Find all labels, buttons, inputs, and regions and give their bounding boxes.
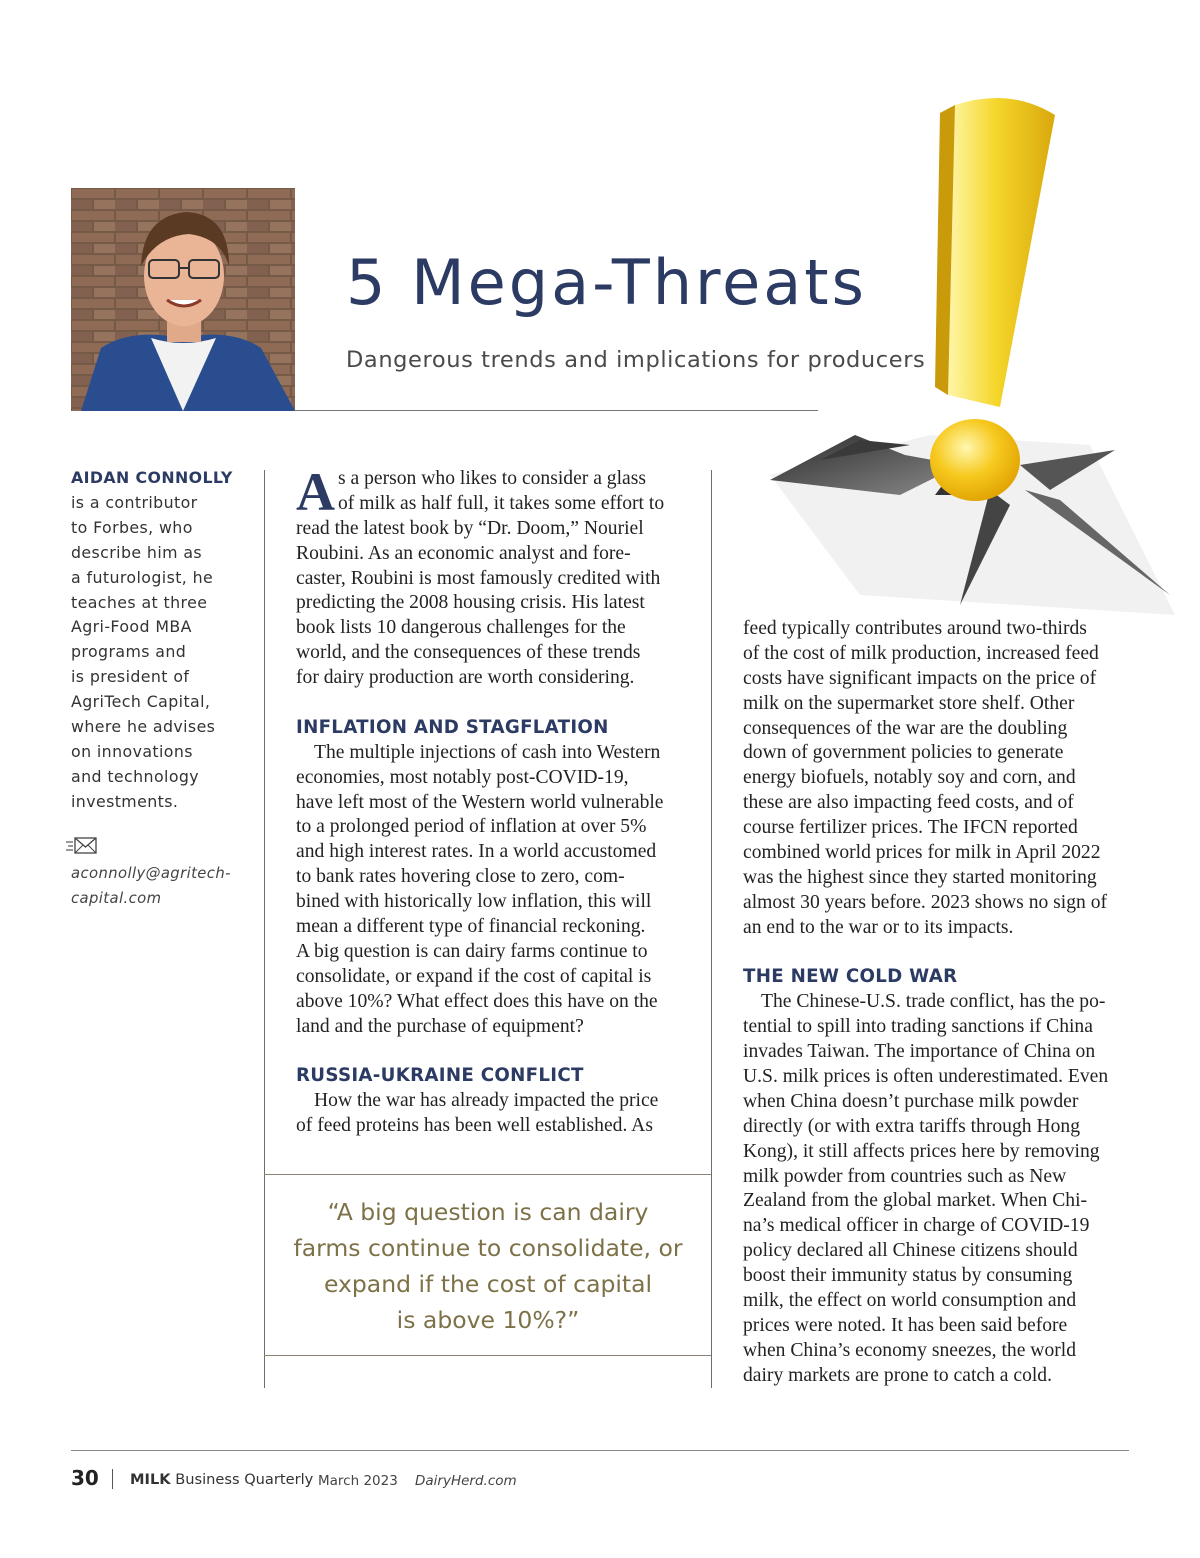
author-bio-line: describe him as <box>71 542 203 562</box>
body-line: costs have significant impacts on the price of <box>743 667 1097 689</box>
body-line: milk, the effect on world consumption and <box>743 1290 1077 1312</box>
column-rule-right <box>711 470 712 1388</box>
pull-quote <box>265 1194 711 1338</box>
pull-quote-line: “A big question is can dairy <box>327 1198 649 1226</box>
section-heading: INFLATION AND STAGFLATION <box>296 716 609 738</box>
body-line: feed typically contributes around two-thirds <box>743 618 1087 639</box>
body-line: na’s medical officer in charge of COVID-19 <box>743 1215 1090 1237</box>
author-bio-line: where he advises <box>71 717 216 737</box>
body-line: combined world prices for milk in April 2022 <box>743 842 1101 864</box>
footer-separator <box>112 1469 113 1489</box>
body-line: book lists 10 dangerous challenges for the <box>296 617 626 639</box>
paragraph-gap <box>296 1039 696 1064</box>
article-column-1 <box>296 462 696 1139</box>
pull-quote-line: is above 10%?” <box>396 1306 580 1334</box>
author-bio <box>71 466 256 815</box>
pull-quote-line: expand if the cost of capital <box>323 1270 653 1298</box>
body-line: was the highest since they started monitoring <box>743 866 1097 888</box>
title-divider <box>295 410 818 411</box>
body-line: of milk as half full, it takes some effort to <box>338 492 665 514</box>
author-bio-line: AgriTech Capital, <box>71 692 211 712</box>
drop-cap: A <box>296 462 335 522</box>
body-line: consolidate, or expand if the cost of capital is <box>296 965 652 987</box>
body-line: prices were noted. It has been said before <box>743 1314 1068 1336</box>
article-title: 5 Mega-Threats <box>346 246 867 319</box>
body-line: and high interest rates. In a world accustomed <box>296 841 657 863</box>
page-number: 30 <box>71 1466 99 1490</box>
author-bio-line: teaches at three <box>71 592 208 612</box>
author-name: AIDAN CONNOLLY <box>71 468 233 487</box>
body-line: policy declared all Chinese citizens should <box>743 1240 1078 1262</box>
body-line: predicting the 2008 housing crisis. His latest <box>296 592 645 614</box>
website-link[interactable]: DairyHerd.com <box>415 1473 517 1489</box>
body-line: energy biofuels, notably soy and corn, and <box>743 767 1076 789</box>
body-line: above 10%? What effect does this have on the <box>296 990 658 1012</box>
author-photo <box>71 188 295 411</box>
author-bio-line: is a contributor <box>71 492 198 512</box>
body-line: for dairy production are worth considering. <box>296 667 635 689</box>
footer-divider <box>71 1450 1129 1451</box>
author-bio-line: and technology <box>71 766 200 786</box>
issue-date: March 2023 <box>318 1473 398 1489</box>
body-line: almost 30 years before. 2023 shows no sign of <box>743 891 1108 913</box>
body-line: to bank rates hovering close to zero, com- <box>296 866 625 888</box>
author-email-line: capital.com <box>71 890 162 907</box>
body-line: Kong), it still affects prices here by removing <box>743 1140 1100 1162</box>
author-bio-line: investments. <box>71 791 179 811</box>
body-line: world, and the consequences of these trends <box>296 642 641 664</box>
body-line: Zealand from the global market. When Chi- <box>743 1190 1088 1212</box>
author-bio-line: is president of <box>71 667 190 687</box>
body-line: course fertilizer prices. The IFCN reported <box>743 817 1078 839</box>
body-line: bined with historically low inflation, this will <box>296 891 652 913</box>
body-line: The multiple injections of cash into Western <box>314 741 661 763</box>
body-line: have left most of the Western world vulnerable <box>296 791 664 813</box>
body-line: economies, most notably post-COVID-19, <box>296 766 629 788</box>
body-line: Roubini. As an economic analyst and fore- <box>296 542 631 564</box>
pull-quote-rule-top <box>264 1174 711 1175</box>
body-line: milk on the supermarket store shelf. Other <box>743 692 1075 714</box>
article-column-2 <box>743 617 1143 1389</box>
mail-icon <box>66 836 98 856</box>
body-line: tential to spill into trading sanctions if China <box>743 1016 1093 1038</box>
paragraph-gap <box>296 691 696 716</box>
body-line: U.S. milk prices is often underestimated. Even <box>743 1066 1109 1088</box>
body-line: when China’s economy sneezes, the world <box>743 1339 1077 1361</box>
author-bio-line: to Forbes, who <box>71 517 193 537</box>
body-line: down of government policies to generate <box>743 742 1064 764</box>
pull-quote-rule-bottom <box>264 1355 711 1356</box>
body-line: of feed proteins has been well established. As <box>296 1115 653 1137</box>
body-line: s a person who likes to consider a glass <box>338 468 646 489</box>
author-bio-line: Agri-Food MBA <box>71 617 192 637</box>
section-heading: THE NEW COLD WAR <box>743 966 958 988</box>
paragraph-gap <box>743 941 1143 966</box>
publication-name <box>130 1471 313 1488</box>
body-line: mean a different type of financial reckoning. <box>296 916 646 938</box>
body-line: How the war has already impacted the price <box>314 1090 659 1112</box>
body-line: The Chinese-U.S. trade conflict, has the po- <box>761 991 1106 1013</box>
body-line: these are also impacting feed costs, and of <box>743 792 1074 814</box>
body-line: dairy markets are prone to catch a cold. <box>743 1364 1053 1386</box>
body-line: land and the purchase of equipment? <box>296 1015 584 1037</box>
author-bio-line: programs and <box>71 642 187 662</box>
body-line: boost their immunity status by consuming <box>743 1265 1073 1287</box>
publication-name-rest: Business Quarterly <box>170 1471 314 1488</box>
body-line: caster, Roubini is most famously credited with <box>296 567 661 589</box>
author-bio-line: a futurologist, he <box>71 567 214 587</box>
body-line: milk powder from countries such as New <box>743 1165 1067 1187</box>
body-line: to a prolonged period of inflation at over 5% <box>296 816 647 838</box>
body-line: of the cost of milk production, increased feed <box>743 642 1099 664</box>
section-heading: RUSSIA-UKRAINE CONFLICT <box>296 1065 584 1087</box>
exclamation-mark-illustration <box>760 95 1180 615</box>
body-line: read the latest book by “Dr. Doom,” Nouriel <box>296 517 644 539</box>
author-email-link[interactable] <box>71 861 256 911</box>
publication-name-bold: MILK <box>130 1471 171 1488</box>
body-line: A big question is can dairy farms continue to <box>296 940 648 962</box>
pull-quote-line: farms continue to consolidate, or <box>293 1234 683 1262</box>
body-line: consequences of the war are the doubling <box>743 717 1068 739</box>
author-email-line: aconnolly@agritech- <box>71 865 231 882</box>
body-line: invades Taiwan. The importance of China on <box>743 1041 1096 1063</box>
body-line: when China doesn’t purchase milk powder <box>743 1090 1079 1112</box>
author-bio-line: on innovations <box>71 741 193 761</box>
body-line: an end to the war or to its impacts. <box>743 916 1014 938</box>
article-subtitle: Dangerous trends and implications for producers <box>346 347 926 373</box>
body-line: directly (or with extra tariffs through Hong <box>743 1115 1080 1137</box>
